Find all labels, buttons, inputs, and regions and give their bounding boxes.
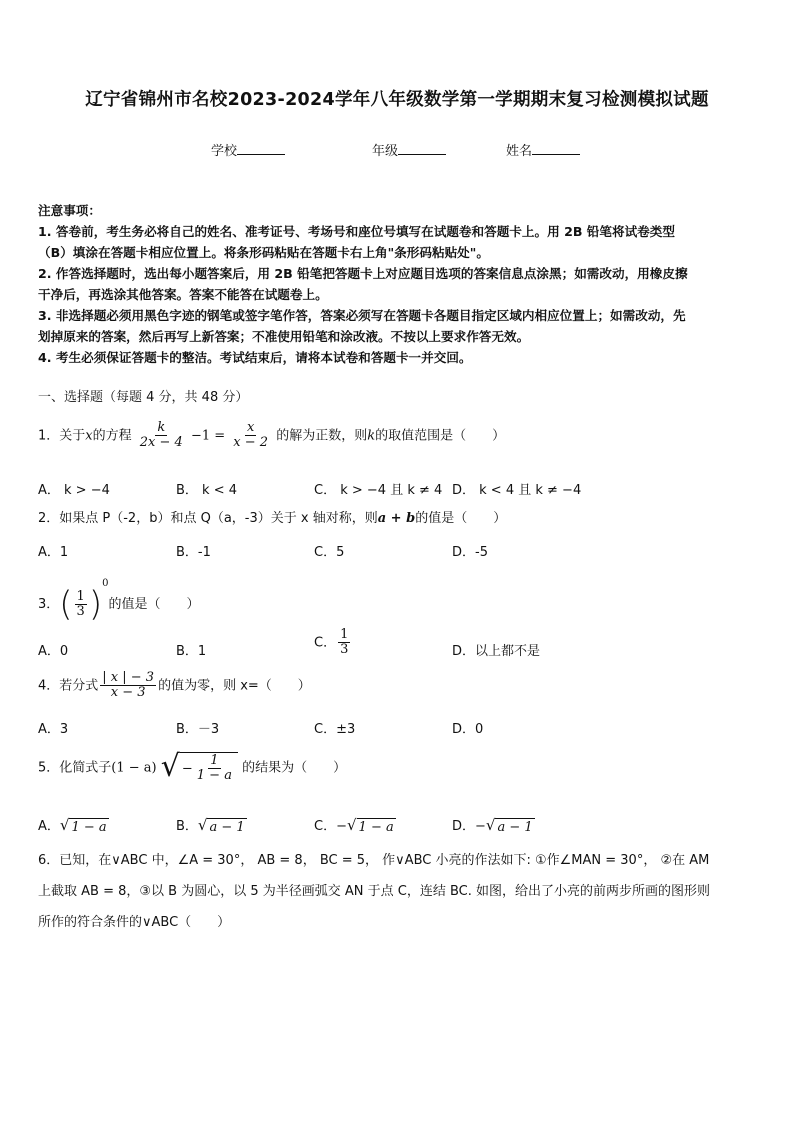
grade-label: 年级 [372,144,399,159]
note-line: 4. 考生必须保证答题卡的整洁。考试结束后，请将本试卷和答题卡一并交回。 [38,350,472,365]
note-line: 3. 非选择题必须用黑色字迹的钢笔或签字笔作答，答案必须写在答题卡各题目指定区域内相应位置上；如需改动，先 [38,308,686,323]
note-line: 2. 作答选择题时，选出每小题答案后，用 2B 铅笔把答题卡上对应题目选项的答案信息点涂黑；如需改动，用橡皮擦 [38,266,688,281]
q1-option-a[interactable]: A． k > −4 [38,483,110,498]
question-2: 2．如果点 P（-2，b）和点 Q（a，-3）关于 x 轴对称，则a + b的值是（ ） [38,511,507,526]
question-3: 3．( $\frac{1}{3}$ )$^0$的值是（ ） [38,578,200,625]
school-label: 学校 [211,144,238,159]
q1-option-b[interactable]: B． k < 4 [176,483,238,498]
grade-blank[interactable] [398,142,446,155]
q4-option-a[interactable]: A．3 [38,722,69,737]
q1-option-c[interactable]: C． k > −4 且 k ≠ 4 [314,483,443,498]
school-field[interactable] [211,140,285,159]
q5-option-d[interactable]: D．− √ a − 1 [452,816,533,835]
q4-option-c[interactable]: C．±3 [314,722,356,737]
q2-option-a[interactable]: A．1 [38,545,69,560]
name-field[interactable] [506,140,580,159]
fraction: $\frac{| x | - 3}{x - 3}$ [102,670,155,701]
fraction: $\frac{1}{3}$ [340,627,349,658]
q5-option-c[interactable]: C．− √ 1 − a [314,816,394,835]
fraction: $\frac{1}{3}$ [76,588,85,619]
question-6-line: 6．已知，在∨ABC 中，∠A = 30°， AB = 8， BC = 5， 作∨ABC 小亮的作法如下: ①作∠MAN = 30°， ②在 AM [38,853,710,868]
q3-option-a[interactable]: A．0 [38,644,69,659]
fraction: $\frac{k}{2x - 4}$ [139,420,183,451]
grade-field[interactable] [372,140,446,159]
q2-option-d[interactable]: D．-5 [452,545,488,560]
q3-option-b[interactable]: B．1 [176,644,207,659]
q4-option-b[interactable]: B．－3 [176,722,220,737]
q3-option-d[interactable]: D．以上都不是 [452,644,541,659]
fraction: $\frac{x}{x - 2}$ [233,420,269,451]
section-heading: 一、选择题（每题 4 分，共 48 分） [38,390,249,405]
notes-heading: 注意事项： [38,203,101,218]
q2-option-b[interactable]: B．-1 [176,545,211,560]
q1-option-d[interactable]: D． k < 4 且 k ≠ −4 [452,483,582,498]
note-line: 1. 答卷前，考生务必将自己的姓名、准考证号、考场号和座位号填写在试题卷和答题卡上。用 2B 铅笔将试卷类型 [38,224,675,239]
q5-option-b[interactable]: B． √ a − 1 [176,816,245,835]
question-6-line: 所作的符合条件的∨ABC（ ） [38,915,231,930]
name-label: 姓名 [506,144,533,159]
question-5: 5．化简式子(1 − a) √ − $\frac{1}{1 - a}$ 的结果为（ ） [38,749,347,784]
note-line: 划掉原来的答案，然后再写上新答案；不准使用铅笔和涂改液。不按以上要求作答无效。 [38,329,530,344]
question-1: 1．关于x的方程 $\frac{k}{2x - 4}$ −1 = $\frac{x}{x - 2}$ 的解为正数，则k的取值范围是（ ） [38,420,506,451]
radical: √ − $\frac{1}{1 - a}$ [161,752,238,784]
note-line: 干净后，再选涂其他答案。答案不能答在试题卷上。 [38,287,328,302]
school-blank[interactable] [237,142,285,155]
name-blank[interactable] [532,142,580,155]
note-line: （B）填涂在答题卡相应位置上。将条形码粘贴在答题卡右上角"条形码粘贴处"。 [38,245,489,260]
question-4: 4．若分式 $\frac{| x | - 3}{x - 3}$ 的值为零，则 x=（ ） [38,670,311,701]
question-6-line: 上截取 AB = 8，③以 B 为圆心，以 5 为半径画弧交 AN 于点 C，连结 BC. 如图，给出了小亮的前两步所画的图形则 [38,884,711,899]
q3-option-c[interactable]: C． $\frac{1}{3}$ [314,627,349,658]
q4-option-d[interactable]: D．0 [452,722,484,737]
page-title: 辽宁省锦州市名校2023-2024学年八年级数学第一学期期末复习检测模拟试题 [85,90,709,110]
q2-option-c[interactable]: C．5 [314,545,345,560]
q5-option-a[interactable]: A． √ 1 − a [38,816,107,835]
